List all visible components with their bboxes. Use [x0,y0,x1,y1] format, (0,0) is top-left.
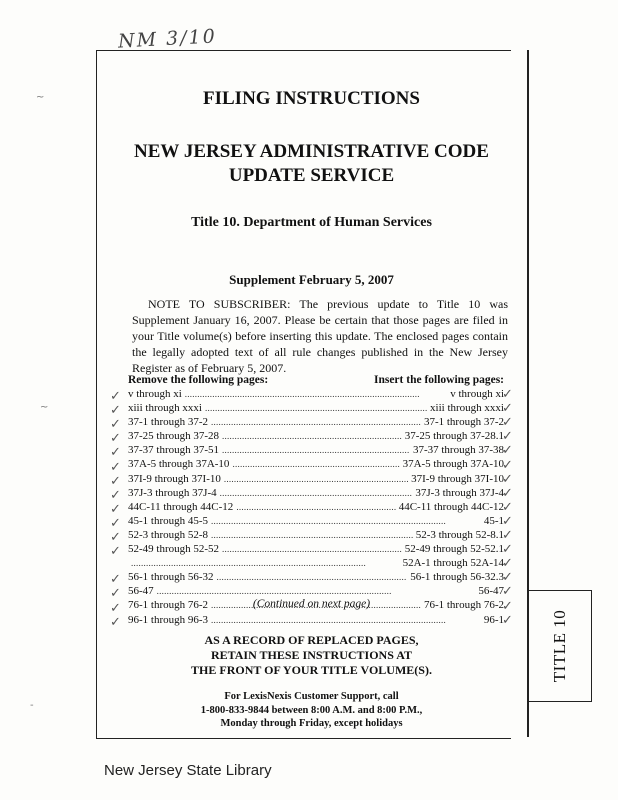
dot-leader [232,458,399,470]
remove-header: Remove the following pages: [128,374,269,386]
check-mark-icon: ✓ [110,389,121,404]
remove-pages: 76-1 through 76-2 [128,599,209,612]
remove-pages: 56-1 through 56-32 [128,571,214,584]
dot-leader [211,614,481,626]
table-row [128,543,504,557]
check-mark-icon: ✓ [110,501,121,517]
record-line: THE FRONT OF YOUR TITLE VOLUME(S). [191,663,432,677]
dot-leader [222,444,410,456]
table-row [128,515,504,529]
margin-mark: ~ [36,92,45,103]
insert-pages: 96-1 [483,613,504,626]
table-row [128,430,504,444]
table-row [128,458,504,472]
dot-leader [236,501,395,513]
check-mark-icon: ✓ [502,528,513,543]
dot-leader [220,487,413,499]
title-tab-label: TITLE 10 [550,609,569,683]
dot-leader [211,416,421,428]
check-mark-icon: ✓ [502,401,513,417]
check-mark-icon: ✓ [502,457,513,473]
insert-pages: 44C-11 through 44C-12 [398,500,504,513]
dot-leader [222,430,402,442]
check-mark-icon: ✓ [110,614,121,630]
check-mark-icon: ✓ [502,612,513,628]
support-line: Monday through Friday, except holidays [220,718,403,729]
insert-pages: 52-3 through 52-8.1 [415,528,504,541]
table-row [128,557,504,571]
customer-support [96,690,527,731]
remove-pages: 37-37 through 37-51 [128,444,220,457]
insert-pages: 45-1 [483,514,504,527]
record-line: RETAIN THESE INSTRUCTIONS AT [210,648,413,662]
check-mark-icon: ✓ [110,473,121,489]
check-mark-icon: ✓ [502,584,513,600]
check-mark-icon: ✓ [502,556,513,572]
check-mark-icon: ✓ [502,387,513,402]
check-mark-icon: ✓ [110,431,121,447]
dot-leader [131,557,400,569]
insert-pages: 37-37 through 37-38 [412,444,504,457]
dot-leader [157,585,476,597]
check-mark-icon: ✓ [110,445,121,461]
insert-pages: 37I-9 through 37I-10 [411,472,504,485]
dot-leader [217,571,408,583]
table-row [128,614,504,628]
remove-pages: 37-25 through 37-28 [128,430,220,443]
remove-pages: 96-1 through 96-3 [128,613,209,626]
check-mark-icon: ✓ [110,515,121,531]
table-row [128,473,504,487]
table-row [128,487,504,501]
page-list-header [128,374,504,386]
remove-pages: 37-1 through 37-2 [128,416,209,429]
remove-pages: v through xi [128,388,182,400]
table-row [128,444,504,458]
table-row [128,529,504,543]
support-line: For LexisNexis Customer Support, call [224,691,399,702]
agency-line: UPDATE SERVICE [228,165,395,186]
support-line: 1-800-833-9844 between 8:00 A.M. and 8:00 P.M., [200,704,423,716]
remove-pages: 52-49 through 52-52 [128,543,220,556]
insert-pages: xiii through xxxi [430,402,504,415]
record-instruction [96,633,527,678]
subscriber-note-text: NOTE TO SUBSCRIBER: The previous update to Title 10 was Supplement January 16, 2007. Please be certain that those pages are filed in your Title volume(s) before inserting this update. The enclosed pages contain the legally adopted text of all rule changes published in the New Jersey Register as of February 5, 2007. [132,297,508,375]
remove-pages: 37A-5 through 37A-10 [128,458,230,471]
dot-leader [222,543,402,555]
check-mark-icon: ✓ [502,542,513,558]
library-stamp: New Jersey State Library [104,762,272,779]
check-mark-icon: ✓ [502,598,513,614]
insert-pages: v through xi [450,388,504,400]
insert-pages: 37J-3 through 37J-4 [415,486,504,499]
dot-leader [205,402,427,414]
table-row [128,416,504,430]
margin-mark: ~ [40,402,49,413]
check-mark-icon: ✓ [110,487,121,503]
agency-heading [96,140,527,188]
page-list [128,374,504,628]
insert-pages: 52A-1 through 52A-14 [402,557,504,570]
check-mark-icon: ✓ [110,600,121,616]
continued-note: (Continued on next page) [252,598,371,610]
insert-pages: 37-25 through 37-28.1 [404,430,504,443]
check-mark-icon: ✓ [110,459,121,475]
insert-header: Insert the following pages: [373,374,504,386]
agency-line: NEW JERSEY ADMINISTRATIVE CODE [134,141,489,162]
table-row [128,402,504,416]
remove-pages: 37J-3 through 37J-4 [128,486,217,499]
check-mark-icon: ✓ [110,403,121,419]
check-mark-icon: ✓ [502,485,513,501]
check-mark-icon: ✓ [502,443,513,459]
title-tab [528,590,592,702]
record-line: AS A RECORD OF REPLACED PAGES, [204,633,419,647]
remove-pages: 56-47 [128,585,154,598]
margin-mark: - [30,700,34,711]
check-mark-icon: ✓ [502,471,513,487]
table-row [128,501,504,515]
check-mark-icon: ✓ [110,417,121,433]
supplement-date: Supplement February 5, 2007 [229,272,394,287]
check-mark-icon: ✓ [502,499,513,515]
check-mark-icon: ✓ [502,415,513,431]
remove-pages: 44C-11 through 44C-12 [128,500,234,513]
remove-pages: xiii through xxxi [128,402,202,415]
check-mark-icon: ✓ [502,429,513,445]
check-mark-icon: ✓ [502,570,513,586]
dot-leader [211,529,413,541]
check-mark-icon: ✓ [502,513,513,529]
dot-leader [185,388,447,400]
check-mark-icon: ✓ [110,586,121,602]
check-mark-icon: ✓ [110,572,121,588]
remove-pages: 45-1 through 45-5 [128,514,209,527]
check-mark-icon: ✓ [110,544,121,560]
insert-pages: 56-47 [478,585,504,598]
insert-pages: 56-1 through 56-32.3 [410,571,504,584]
dot-leader [224,473,408,485]
page-title: FILING INSTRUCTIONS [203,88,420,109]
remove-pages: 52-3 through 52-8 [128,528,209,541]
check-mark-icon: ✓ [110,530,121,545]
table-row [128,388,504,402]
remove-pages: 37I-9 through 37I-10 [128,472,221,485]
insert-pages: 37-1 through 37-2 [423,416,504,429]
table-row [128,571,504,585]
insert-pages: 52-49 through 52-52.1 [404,543,504,556]
title-subtitle: Title 10. Department of Human Services [191,215,432,230]
page-list-rows [128,388,504,628]
handwritten-note: NM 3/10 [117,25,218,53]
dot-leader [211,515,481,527]
subscriber-note [132,296,508,376]
insert-pages: 37A-5 through 37A-10 [402,458,504,471]
insert-pages: 76-1 through 76-2 [423,599,504,612]
